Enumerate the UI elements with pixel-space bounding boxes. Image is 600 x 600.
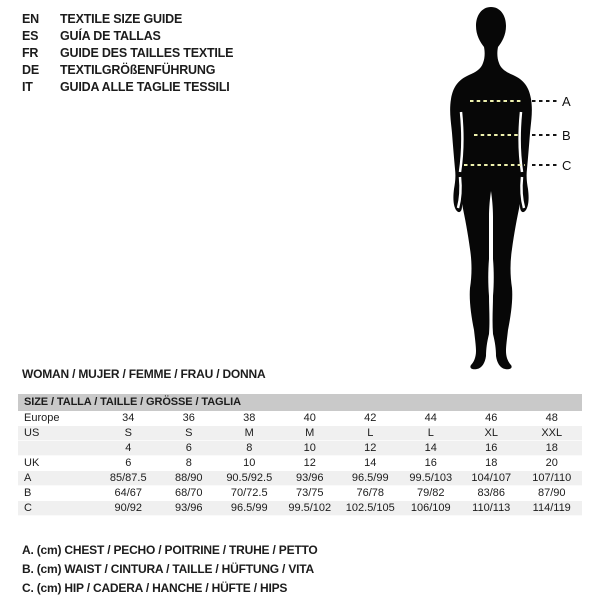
cell: 93/96 <box>174 502 203 514</box>
row-label: Europe <box>24 412 60 424</box>
measurement-legend <box>22 541 318 598</box>
lang-code-it: IT <box>22 80 33 94</box>
title-en: TEXTILE SIZE GUIDE <box>60 12 183 26</box>
cell: 16 <box>424 457 437 469</box>
language-title-block <box>22 11 233 96</box>
cell: L <box>427 427 434 439</box>
table-row-us-letters <box>18 426 582 441</box>
cell: 10 <box>303 442 316 454</box>
measurement-figure <box>425 0 600 380</box>
cell: 76/78 <box>356 487 385 499</box>
lang-code-de: DE <box>22 63 39 77</box>
cell: 46 <box>485 412 498 424</box>
cell: M <box>305 427 315 439</box>
cell: 18 <box>485 457 498 469</box>
row-label: C <box>24 502 32 514</box>
cell: 4 <box>125 442 132 454</box>
legend-line-chest: A. (cm) CHEST / PECHO / POITRINE / TRUHE / PETTO <box>22 543 318 557</box>
table-row-europe <box>18 411 582 426</box>
cell: 44 <box>424 412 437 424</box>
cell: 107/110 <box>532 472 572 484</box>
cell: 42 <box>364 412 377 424</box>
cell: 34 <box>122 412 135 424</box>
cell: 38 <box>243 412 256 424</box>
lang-code-fr: FR <box>22 46 39 60</box>
legend-line-waist: B. (cm) WAIST / CINTURA / TAILLE / HÜFTUNG / VITA <box>22 562 314 576</box>
legend-line-hip: C. (cm) HIP / CADERA / HANCHE / HÜFTE / HIPS <box>22 581 288 595</box>
title-es: GUÍA DE TALLAS <box>60 29 161 43</box>
gender-section-label: WOMAN / MUJER / FEMME / FRAU / DONNA <box>22 367 266 381</box>
cell: S <box>124 427 132 439</box>
table-row-uk <box>18 456 582 471</box>
woman-silhouette-figure <box>425 0 600 380</box>
cell: 64/67 <box>114 487 143 499</box>
cell: XXL <box>541 427 563 439</box>
cell: 6 <box>185 442 192 454</box>
cell: 87/90 <box>537 487 566 499</box>
cell: 36 <box>182 412 195 424</box>
cell: 20 <box>545 457 558 469</box>
title-it: GUIDA ALLE TAGLIE TESSILI <box>60 80 230 94</box>
cell: 68/70 <box>174 487 203 499</box>
title-de: TEXTILGRÖßENFÜHRUNG <box>60 63 216 77</box>
cell: 104/107 <box>471 472 512 484</box>
cell: 6 <box>125 457 132 469</box>
row-label: A <box>24 472 32 484</box>
cell: 8 <box>246 442 253 454</box>
cell: 14 <box>364 457 377 469</box>
cell: 18 <box>545 442 558 454</box>
waist-marker-label: B <box>562 128 571 143</box>
cell: 114/119 <box>532 502 571 514</box>
cell: 12 <box>364 442 377 454</box>
cell: XL <box>484 427 498 439</box>
cell: 70/72.5 <box>230 487 268 499</box>
row-label: US <box>24 427 40 439</box>
cell: 99.5/102 <box>288 502 332 514</box>
cell: 12 <box>303 457 316 469</box>
cell: 102.5/105 <box>345 502 395 514</box>
size-table-header: SIZE / TALLA / TAILLE / GRÖSSE / TAGLIA <box>18 394 582 411</box>
cell: 48 <box>545 412 558 424</box>
cell: 90.5/92.5 <box>226 472 273 484</box>
cell: 99.5/103 <box>409 472 453 484</box>
silhouette-shape <box>450 7 532 369</box>
cell: 16 <box>485 442 498 454</box>
cell: 79/82 <box>416 487 445 499</box>
chest-marker-label: A <box>562 94 571 109</box>
cell: S <box>185 427 193 439</box>
lang-code-es: ES <box>22 29 39 43</box>
table-row-hip <box>18 501 582 516</box>
hip-marker-label: C <box>562 158 572 173</box>
cell: M <box>244 427 254 439</box>
cell: 83/86 <box>477 487 506 499</box>
cell: 85/87.5 <box>109 472 147 484</box>
cell: 10 <box>243 457 256 469</box>
cell: 8 <box>185 457 192 469</box>
cell: 106/109 <box>410 502 451 514</box>
row-label: UK <box>24 457 40 469</box>
cell: 96.5/99 <box>230 502 268 514</box>
cell: 96.5/99 <box>351 472 389 484</box>
cell: L <box>367 427 374 439</box>
lang-code-en: EN <box>22 12 39 26</box>
table-row-chest <box>18 471 582 486</box>
row-label: B <box>24 487 32 499</box>
cell: 93/96 <box>295 472 324 484</box>
title-fr: GUIDE DES TAILLES TEXTILE <box>60 46 234 60</box>
cell: 14 <box>424 442 437 454</box>
cell: 40 <box>303 412 316 424</box>
cell: 110/113 <box>472 502 511 514</box>
row-label <box>18 441 98 456</box>
table-row-us-numbers <box>18 441 582 456</box>
size-table <box>18 394 582 516</box>
table-row-waist <box>18 486 582 501</box>
cell: 73/75 <box>295 487 324 499</box>
cell: 88/90 <box>174 472 203 484</box>
cell: 90/92 <box>114 502 143 514</box>
